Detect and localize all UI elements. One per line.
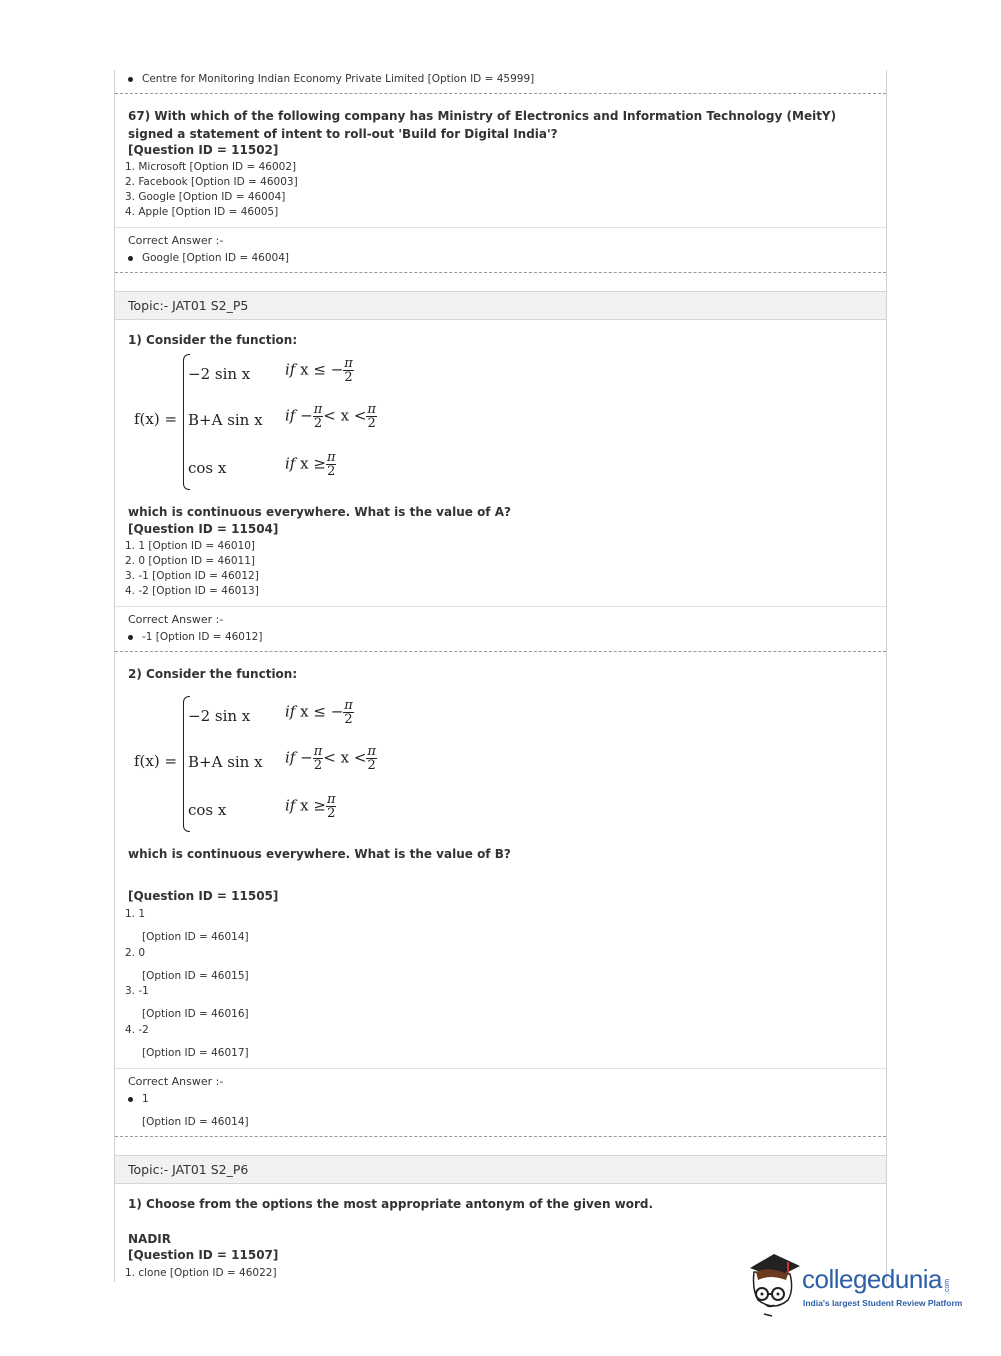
divider: [115, 651, 886, 652]
option-item: 3. -1 [Option ID = 46016]: [125, 985, 249, 1020]
option-item: 1. 1 [Option ID = 46014]: [125, 908, 249, 943]
correct-answer-label: Correct Answer :-: [128, 613, 224, 626]
option-item: 4. -2 [Option ID = 46017]: [125, 1024, 249, 1059]
option-item: 2. Facebook [Option ID = 46003]: [125, 176, 298, 188]
function-label: f(x) =: [134, 752, 178, 770]
question-1-options: [125, 539, 259, 599]
question-3-intro: 1) Choose from the options the most appropriate antonym of the given word.: [128, 1197, 654, 1211]
case-1-expr: −2 sin x: [188, 707, 251, 725]
question-2-intro: 2) Consider the function:: [128, 667, 298, 681]
collegedunia-logo: [744, 1250, 974, 1320]
case-2-cond: if − $\frac{\pi}{2}$ < x < $\frac{\pi}{2}$: [285, 402, 376, 431]
question-2-text: which is continuous everywhere. What is the value of B?: [128, 847, 511, 861]
bullet-icon: [128, 635, 133, 640]
option-item: 4. -2 [Option ID = 46013]: [125, 585, 259, 597]
case-3-cond: if x ≥ $\frac{\pi}{2}$: [285, 450, 336, 479]
logo-wordmark: collegedunia .com: [802, 1264, 952, 1295]
question-3-word: NADIR: [128, 1232, 171, 1246]
function-label: f(x) =: [134, 410, 178, 428]
divider: [115, 272, 886, 273]
case-1-expr: −2 sin x: [188, 365, 251, 383]
case-1-cond: if x ≤ − $\frac{\pi}{2}$: [285, 356, 353, 385]
option-item: 4. Apple [Option ID = 46005]: [125, 206, 279, 218]
correct-answer-value: 1 [Option ID = 46014]: [128, 1092, 249, 1130]
question-2-id: [Question ID = 11505]: [128, 889, 279, 903]
option-item: 1. 1 [Option ID = 46010]: [125, 540, 256, 552]
case-2-expr: B+A sin x: [188, 411, 263, 429]
question-1-id: [Question ID = 11504]: [128, 522, 279, 536]
correct-answer-label: Correct Answer :-: [128, 1075, 224, 1088]
question-3-id: [Question ID = 11507]: [128, 1248, 279, 1262]
case-2-cond: if − $\frac{\pi}{2}$ < x < $\frac{\pi}{2}$: [285, 744, 376, 773]
option-item: 3. -1 [Option ID = 46012]: [125, 570, 259, 582]
divider: [115, 606, 886, 607]
topic-header: Topic:- JAT01 S2_P5: [115, 291, 886, 320]
correct-answer-label: Correct Answer :-: [128, 234, 224, 247]
question-67-id: [Question ID = 11502]: [128, 143, 279, 157]
piecewise-formula: [115, 350, 415, 490]
divider: [115, 227, 886, 228]
question-1-text: which is continuous everywhere. What is the value of A?: [128, 505, 511, 519]
case-2-expr: B+A sin x: [188, 753, 263, 771]
option-item: 1. Microsoft [Option ID = 46002]: [125, 161, 297, 173]
bullet-icon: [128, 256, 133, 261]
piecewise-formula: [115, 692, 415, 832]
case-1-cond: if x ≤ − $\frac{\pi}{2}$: [285, 698, 353, 727]
topic-header: Topic:- JAT01 S2_P6: [115, 1155, 886, 1184]
divider: [115, 93, 886, 94]
option-item: 3. Google [Option ID = 46004]: [125, 191, 286, 203]
case-3-expr: cos x: [188, 801, 227, 819]
divider: [115, 1136, 886, 1137]
question-1-intro: 1) Consider the function:: [128, 333, 298, 347]
case-3-expr: cos x: [188, 459, 227, 477]
divider: [115, 1068, 886, 1069]
previous-correct-option: Centre for Monitoring Indian Economy Private Limited [Option ID = 45999]: [128, 72, 534, 87]
bullet-icon: [128, 77, 133, 82]
option-item: 2. 0 [Option ID = 46011]: [125, 555, 256, 567]
question-67-options: [125, 160, 298, 220]
option-item: 1. clone [Option ID = 46022]: [125, 1267, 277, 1279]
correct-answer-value: Google [Option ID = 46004]: [128, 251, 289, 266]
correct-answer-value: -1 [Option ID = 46012]: [128, 630, 262, 645]
option-item: 2. 0 [Option ID = 46015]: [125, 947, 249, 982]
exam-page: [114, 70, 887, 1282]
bullet-icon: [128, 1097, 133, 1102]
case-3-cond: if x ≥ $\frac{\pi}{2}$: [285, 792, 336, 821]
question-67-text: 67) With which of the following company has Ministry of Electronics and Information Technology (MeitY) signed a statement of intent to roll-out 'Build for Digital India'?: [128, 109, 837, 141]
logo-tagline: India's largest Student Review Platform: [803, 1298, 963, 1308]
mascot-icon: [744, 1250, 804, 1320]
